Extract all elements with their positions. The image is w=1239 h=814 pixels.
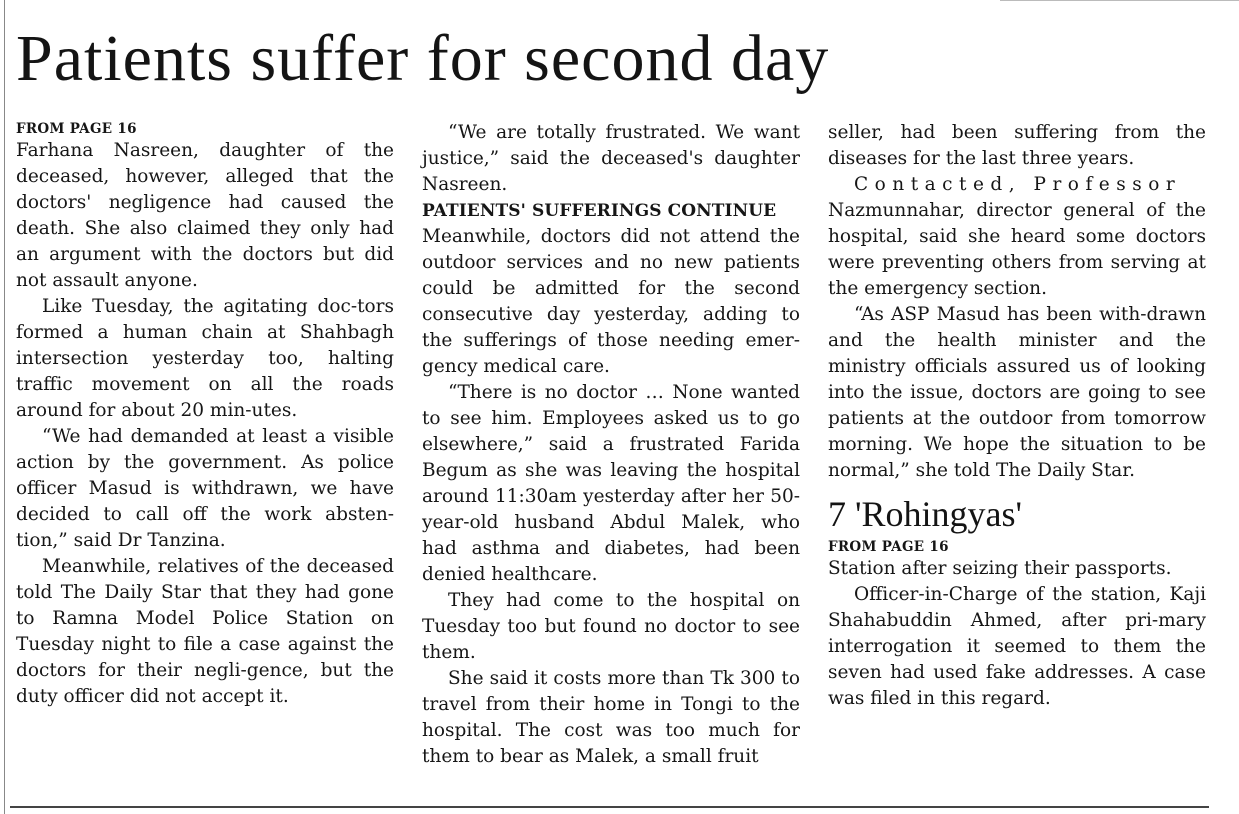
paragraph: “There is no doctor … None wanted to see him. Employees asked us to go elsewhere,” said a frustrated Farida Begum as she was leaving the hospital around 11:30am yesterday after her 50-year-old husband Abdul Malek, who had asthma and diabetes, had been denied healthcare. [422, 382, 800, 585]
paragraph: Meanwhile, doctors did not attend the outdoor services and no new patients could be admitted for the second consecutive day yesterday, adding to the sufferings of those needing emer-gency medical care. [422, 226, 800, 377]
paragraph-lead: Contacted, Professor [854, 174, 1182, 195]
paragraph: “We are totally frustrated. We want justice,” said the deceased's daughter Nasreen. [422, 122, 800, 195]
second-article-headline: 7 'Rohingyas' [828, 494, 1022, 534]
paragraph: seller, had been suffering from the diseases for the last three years. [828, 122, 1206, 169]
paragraph: Meanwhile, relatives of the deceased told The Daily Star that they had gone to Ramna Model Police Station on Tuesday night to file a case against the doctors for their negli-gence, but the duty officer did not accept it. [16, 556, 394, 707]
section-subhead: PATIENTS' SUFFERINGS CONTINUE [422, 201, 777, 221]
paragraph: “As ASP Masud has been with-drawn and the health minister and the ministry officials assured us of looking into the issue, doctors are going to see patients at the outdoor from tomorrow morning. We hope the situation to be normal,” she told The Daily Star. [828, 304, 1206, 481]
paragraph: Farhana Nasreen, daughter of the deceased, however, alleged that the doctors' negligence had caused the death. She also claimed they only had an argument with the doctors but did not assault anyone. [16, 140, 394, 291]
article-headline: Patients suffer for second day [16, 22, 830, 95]
paragraph: They had come to the hospital on Tuesday too but found no doctor to see them. [422, 590, 800, 663]
continuation-kicker: FROM PAGE 16 [828, 539, 949, 555]
article-column-2 [422, 120, 800, 770]
paragraph: Station after seizing their passports. [828, 558, 1172, 579]
article-column-1 [16, 120, 394, 710]
paragraph: “We had demanded at least a visible action by the government. As police officer Masud is withdrawn, we have decided to call off the work absten-tion,” said Dr Tanzina. [16, 426, 394, 551]
paragraph: She said it costs more than Tk 300 to travel from their home in Tongi to the hospital. The cost was too much for them to bear as Malek, a small fruit [422, 668, 800, 767]
paragraph: Nazmunnahar, director general of the hospital, said she heard some doctors were preventing others from serving at the emergency section. [828, 200, 1206, 299]
paragraph: Like Tuesday, the agitating doc-tors formed a human chain at Shahbagh intersection yesterday too, halting traffic movement on all the roads around for about 20 min-utes. [16, 296, 394, 421]
page-left-rule [4, 0, 5, 814]
continuation-kicker: FROM PAGE 16 [16, 121, 137, 137]
paragraph: Officer-in-Charge of the station, Kaji Shahabuddin Ahmed, after pri-mary interrogation it seemed to them the seven had used fake addresses. A case was filed in this regard. [828, 584, 1206, 709]
article-column-3 [828, 120, 1206, 712]
bottom-rule [10, 806, 1209, 808]
page-top-rule [1000, 0, 1239, 1]
